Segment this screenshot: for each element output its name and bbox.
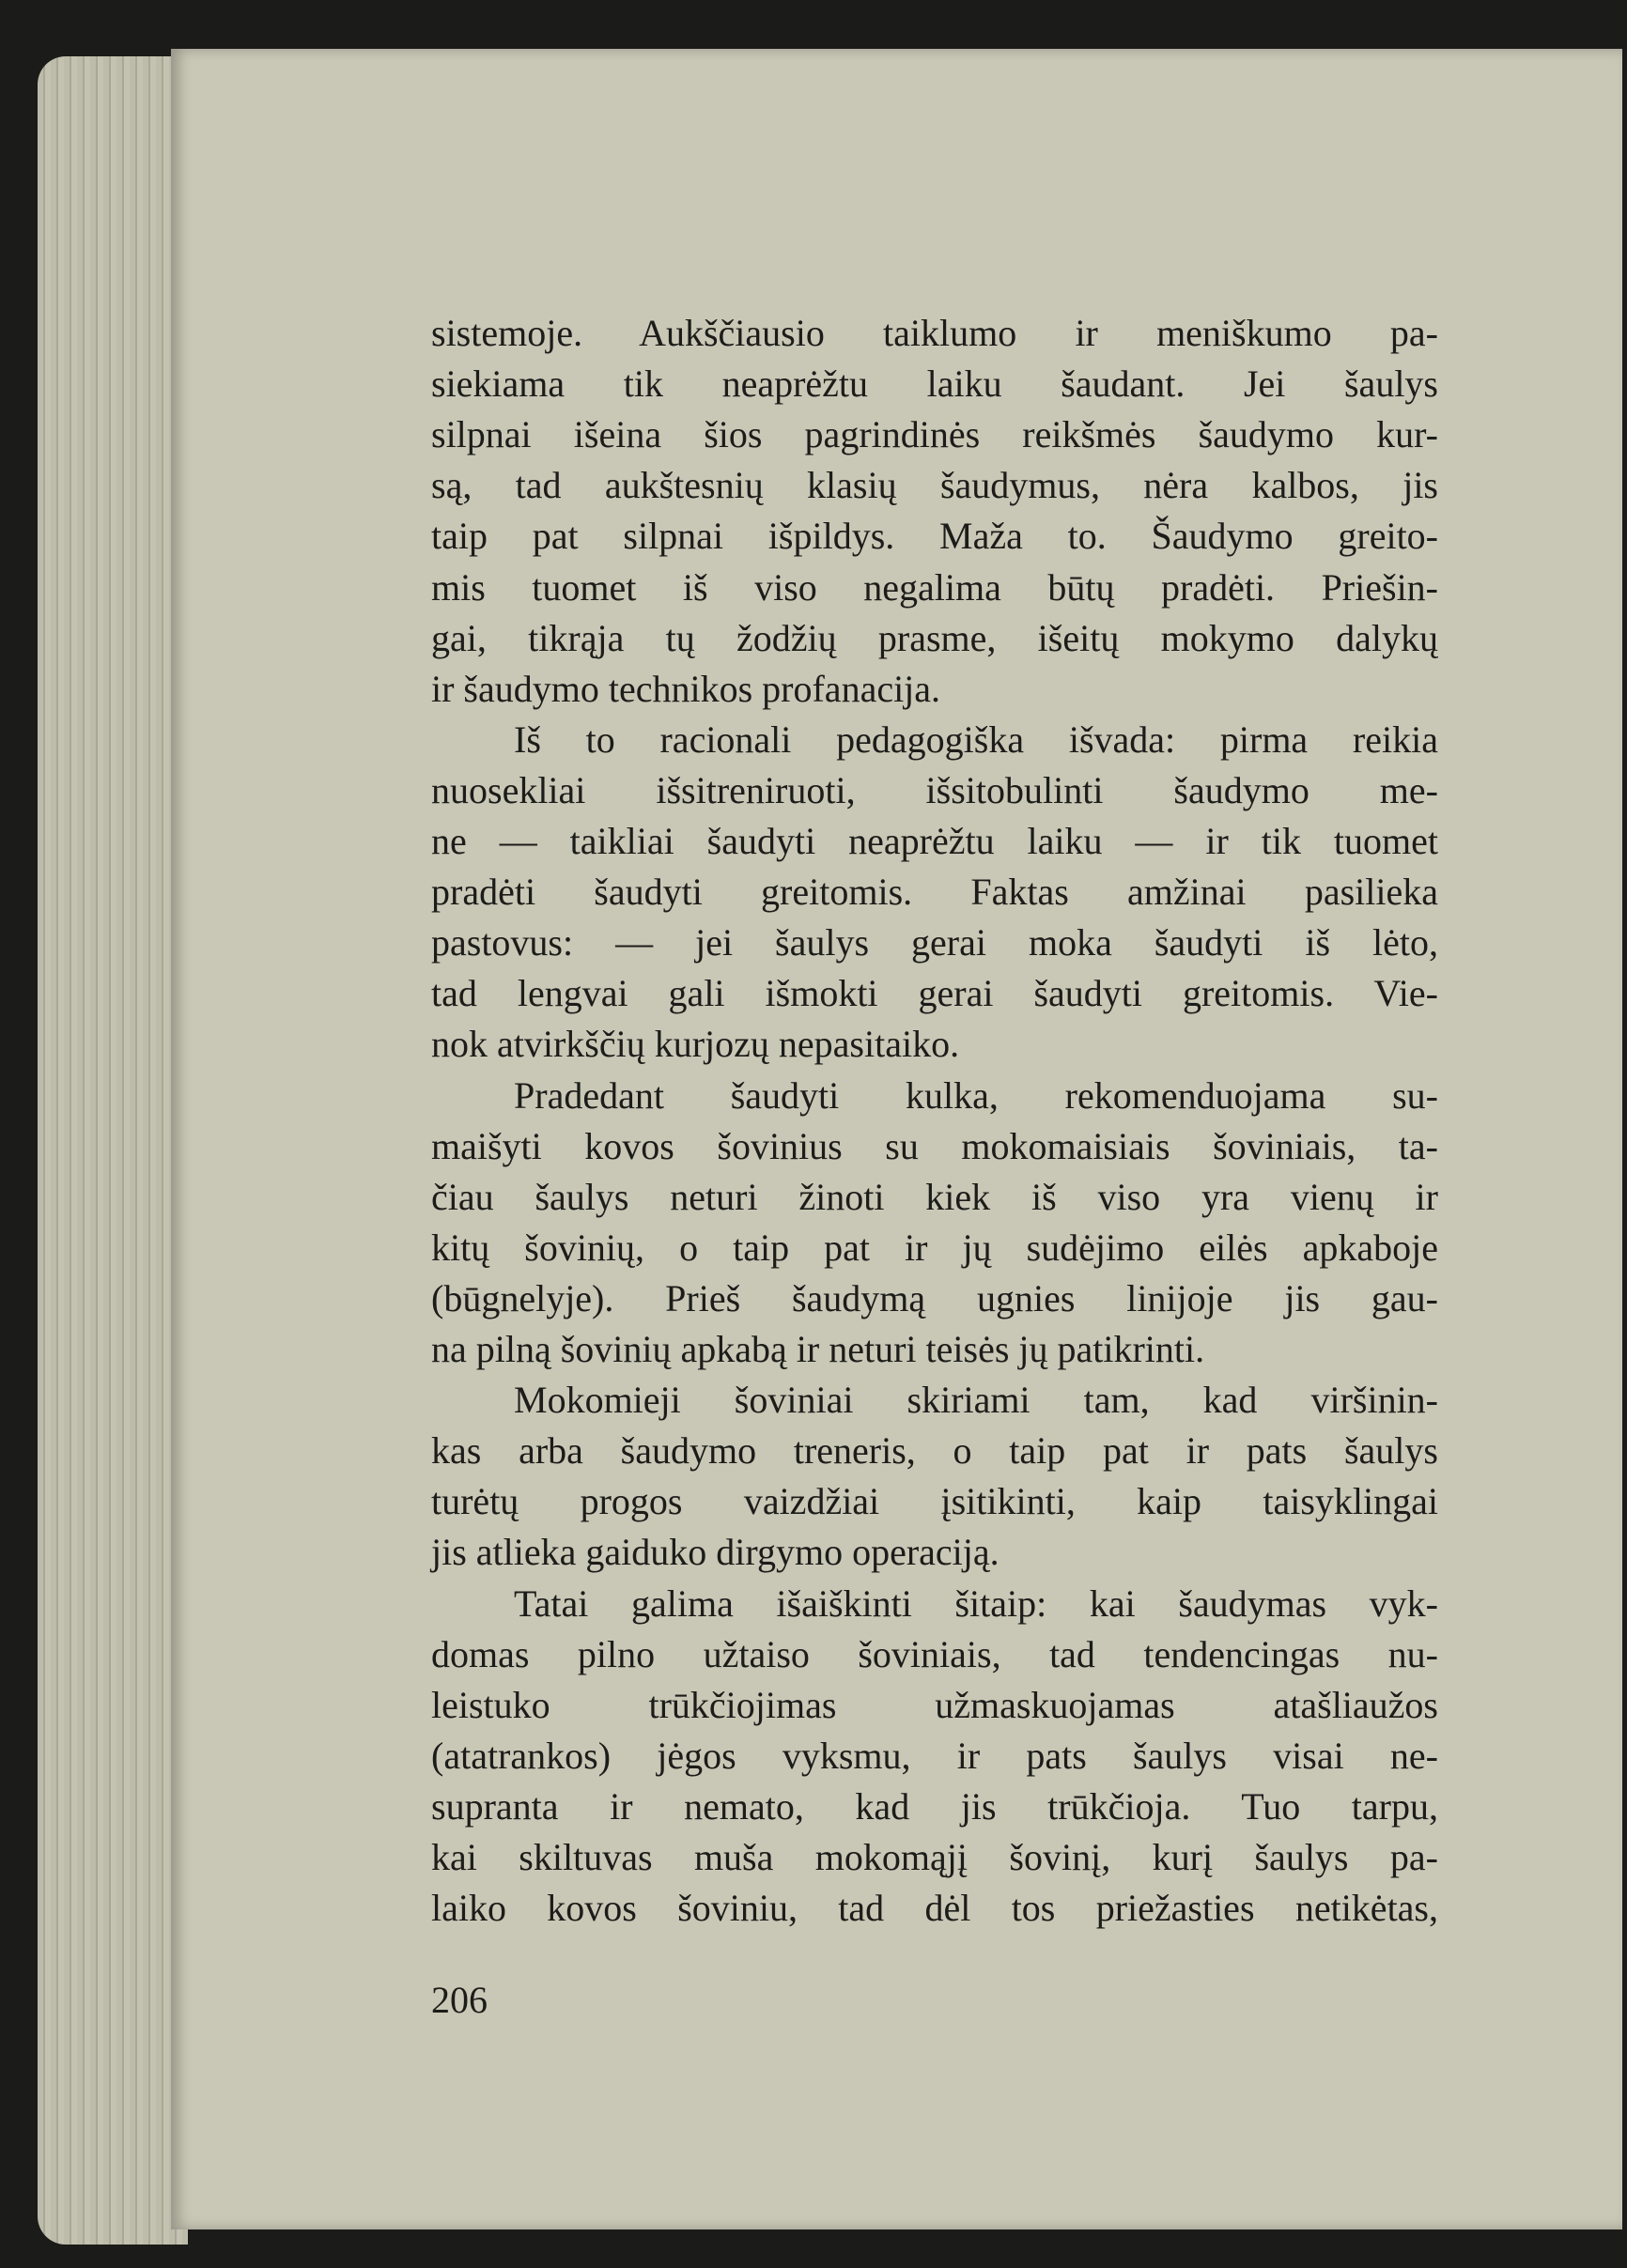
text-line: na pilną šovinių apkabą ir neturi teisės jų patikrinti.	[431, 1328, 1205, 1370]
text-line: supranta ir nemato, kad jis trūkčioja. Tuo tarpu,	[431, 1784, 1438, 1828]
text-line: (būgnelyje). Prieš šaudymą ugnies linijoje jis gau-	[431, 1276, 1438, 1319]
text-line: gai, tikrąja tų žodžių prasme, išeitų mokymo dalykų	[431, 616, 1438, 659]
text-line: kitų šovinių, o taip pat ir jų sudėjimo eilės apkaboje	[431, 1226, 1438, 1269]
text-line: nuosekliai išsitreniruoti, išsitobulinti šaudymo me-	[431, 768, 1438, 811]
text-line: Iš to racionali pedagogiška išvada: pirma reikia	[514, 717, 1438, 761]
text-line: mis tuomet iš viso negalima būtų pradėti. Priešin-	[431, 565, 1438, 609]
text-line: pastovus: — jei šaulys gerai moka šaudyti iš lėto,	[431, 921, 1438, 964]
text-line: čiau šaulys neturi žinoti kiek iš viso yra vienų ir	[431, 1175, 1438, 1218]
text-line: silpnai išeina šios pagrindinės reikšmės šaudymo kur-	[431, 413, 1438, 456]
page-number: 206	[431, 1979, 488, 2021]
text-line: kai skiltuvas muša mokomąjį šovinį, kurį šaulys pa-	[431, 1836, 1438, 1878]
text-line: leistuko trūkčiojimas užmaskuojamas atašliaužos	[431, 1683, 1438, 1726]
text-line: pradėti šaudyti greitomis. Faktas amžinai pasilieka	[431, 871, 1438, 914]
text-line: taip pat silpnai išpildys. Maža to. Šaudymo greito-	[431, 515, 1438, 558]
text-line: kas arba šaudymo treneris, o taip pat ir pats šaulys	[431, 1429, 1438, 1473]
text-line: sistemoje. Aukščiausio taiklumo ir meniškumo pa-	[431, 312, 1438, 354]
text-line: turėtų progos vaizdžiai įsitikinti, kaip taisyklingai	[431, 1480, 1438, 1523]
book-page-edges	[38, 56, 188, 2245]
text-line: ir šaudymo technikos profanacija.	[431, 667, 941, 710]
text-line: jis atlieka gaiduko dirgymo operaciją.	[431, 1531, 999, 1574]
text-line: siekiama tik neaprėžtu laiku šaudant. Jei šaulys	[431, 363, 1438, 406]
text-line: domas pilno užtaiso šoviniais, tad tendencingas nu-	[431, 1632, 1438, 1675]
text-line: są, tad aukštesnių klasių šaudymus, nėra kalbos, jis	[431, 464, 1438, 507]
text-line: nok atvirkščių kurjozų nepasitaiko.	[431, 1023, 960, 1066]
text-line: Pradedant šaudyti kulka, rekomenduojama su-	[514, 1073, 1438, 1117]
text-line: laiko kovos šoviniu, tad dėl tos priežasties netikėtas,	[431, 1887, 1438, 1930]
text-line: maišyti kovos šovinius su mokomaisiais šoviniais, ta-	[431, 1124, 1438, 1167]
text-line: ne — taikliai šaudyti neaprėžtu laiku — ir tik tuomet	[431, 820, 1438, 862]
text-line: Tatai galima išaiškinti šitaip: kai šaudymas vyk-	[514, 1581, 1438, 1625]
text-line: tad lengvai gali išmokti gerai šaudyti greitomis. Vie-	[431, 972, 1438, 1015]
text-line: (atatrankos) jėgos vyksmu, ir pats šaulys visai ne-	[431, 1734, 1438, 1777]
text-line: Mokomieji šoviniai skiriami tam, kad viršinin-	[514, 1379, 1438, 1422]
